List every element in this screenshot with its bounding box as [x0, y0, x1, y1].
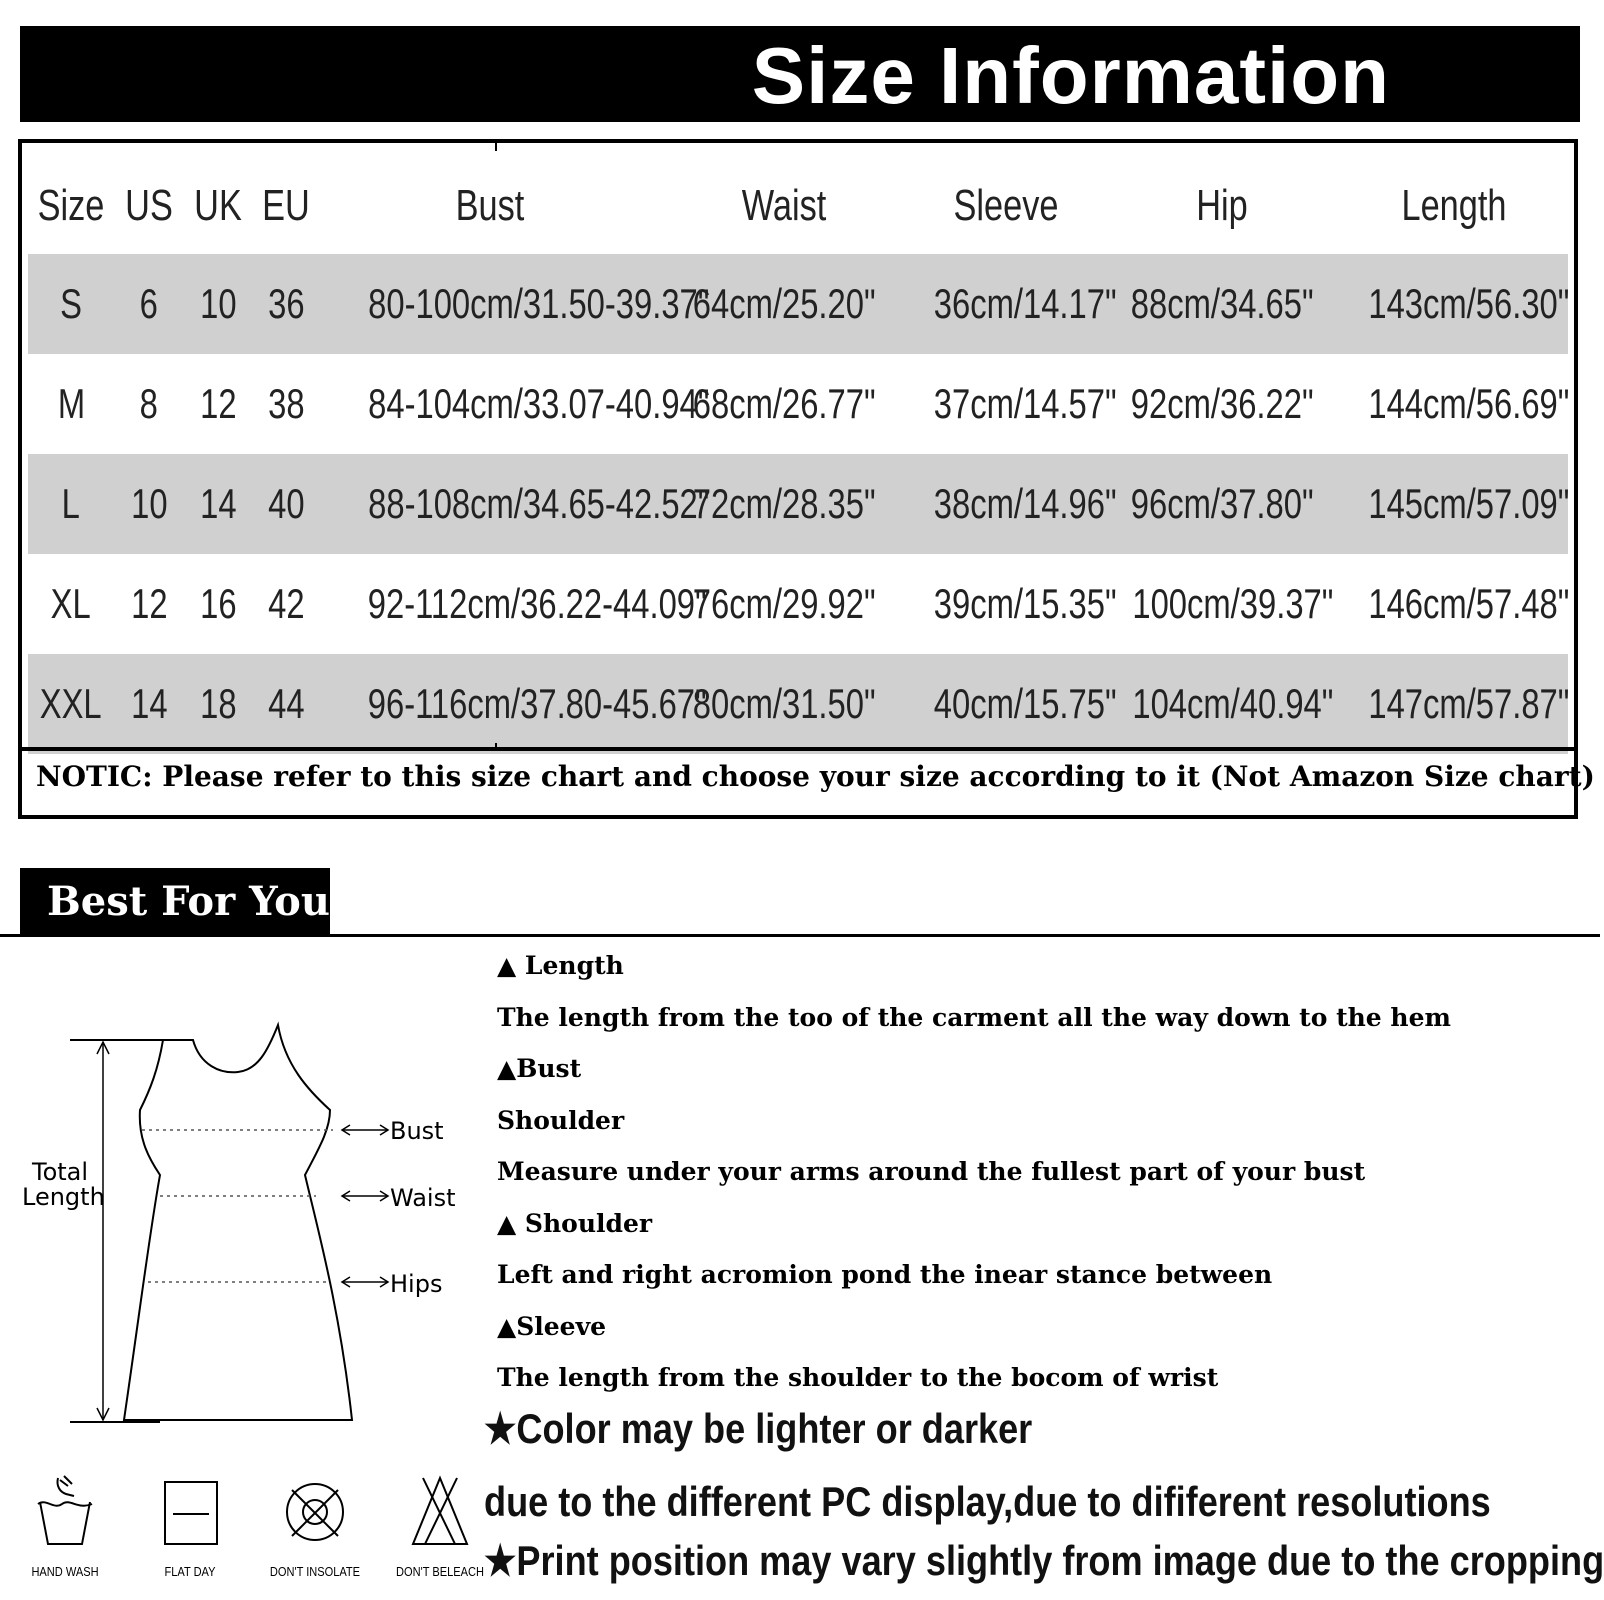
care-dont-bleach — [385, 1472, 495, 1579]
column-header: Length — [1401, 181, 1507, 230]
desc-heading-shoulder: ▲ Shoulder — [497, 1208, 653, 1238]
column-header: Sleeve — [953, 181, 1059, 230]
table-cell: S — [28, 254, 114, 354]
table-cell: 88-108cm/34.65-42.52" — [320, 454, 660, 554]
column-header: Hip — [1196, 181, 1248, 230]
table-cell: XL — [50, 580, 92, 627]
care-dont-insolate — [260, 1472, 370, 1579]
table-cell: 80-100cm/31.50-39.37" — [320, 254, 660, 354]
table-row — [28, 454, 1568, 554]
flat-dry-icon — [155, 1472, 225, 1552]
table-cell: 96-116cm/37.80-45.67" — [320, 654, 660, 754]
table-row — [28, 254, 1568, 354]
care-label: FLAT DAY — [164, 1564, 216, 1579]
table-cell: 38cm/14.96" — [908, 454, 1104, 554]
diagram-label-bust: Bust — [390, 1117, 444, 1145]
table-cell: M — [57, 380, 85, 427]
note-color: ★Color may be lighter or darker — [484, 1405, 1033, 1452]
table-cell: 14 — [114, 654, 184, 754]
diagram-label-total: Total — [32, 1158, 89, 1186]
table-cell: 16 — [199, 580, 237, 627]
page-title: Size Information — [751, 31, 1390, 120]
table-cell: 12 — [130, 580, 168, 627]
table-row — [28, 654, 1568, 754]
size-table — [28, 158, 1568, 754]
table-cell: XXL — [28, 654, 114, 754]
table-cell: 68cm/26.77" — [692, 380, 876, 427]
table-cell: 84-104cm/33.07-40.94" — [368, 380, 710, 427]
desc-text: The length from the too of the carment all the way down to the hem — [497, 1002, 1451, 1032]
table-cell: 92-112cm/36.22-44.09" — [367, 580, 707, 627]
divider — [0, 934, 1600, 937]
table-cell: 10 — [184, 254, 252, 354]
table-cell: 147cm/57.87" — [1340, 654, 1568, 754]
diagram-label-hips: Hips — [390, 1270, 443, 1298]
table-cell: 76cm/29.92" — [692, 580, 876, 627]
table-row — [28, 554, 1568, 654]
divider — [22, 747, 1574, 751]
table-cell: 6 — [114, 254, 184, 354]
desc-heading-sleeve: ▲Sleeve — [497, 1311, 607, 1341]
table-cell: 146cm/57.48" — [1368, 580, 1570, 627]
table-cell: 36cm/14.17" — [908, 254, 1104, 354]
desc-heading-length: ▲ Length — [497, 951, 624, 980]
column-header: EU — [262, 181, 310, 230]
size-notice: NOTIC: Please refer to this size chart and choose your size according to it (Not Amazon Size chart) — [36, 760, 1595, 793]
best-for-you-tab — [20, 868, 330, 936]
table-cell: 96cm/37.80" — [1104, 454, 1340, 554]
column-header: Size — [37, 181, 105, 230]
table-cell: 145cm/57.09" — [1340, 454, 1568, 554]
table-cell: 44 — [252, 654, 320, 754]
desc-text: The length from the shoulder to the bocom of wrist — [497, 1363, 1219, 1392]
measurement-descriptions — [497, 940, 1587, 1404]
desc-text: Measure under your arms around the fullest part of your bust — [497, 1157, 1366, 1186]
table-cell: 18 — [184, 654, 252, 754]
dress-outline-icon — [0, 1010, 480, 1450]
column-header: UK — [194, 181, 242, 230]
care-flat-dry — [135, 1472, 245, 1579]
care-instructions — [10, 1472, 484, 1582]
column-header: US — [125, 181, 173, 230]
no-sun-icon — [280, 1472, 350, 1552]
table-cell: 10 — [114, 454, 184, 554]
size-chart — [18, 139, 1595, 819]
table-cell: 104cm/40.94" — [1104, 654, 1340, 754]
table-cell: 42 — [267, 580, 305, 627]
table-cell: 144cm/56.69" — [1368, 380, 1570, 427]
table-cell: 12 — [199, 380, 237, 427]
column-header: Bust — [455, 181, 525, 230]
diagram-label-length: Length — [22, 1183, 105, 1211]
desc-text: Shoulder — [497, 1105, 625, 1135]
desc-heading-bust: ▲Bust — [497, 1054, 582, 1083]
table-cell: 36 — [252, 254, 320, 354]
table-cell: 8 — [139, 380, 159, 427]
divider-tick — [495, 143, 497, 151]
care-label: DON'T INSOLATE — [269, 1564, 361, 1579]
table-header-row — [28, 158, 1568, 254]
table-cell: 88cm/34.65" — [1104, 254, 1340, 354]
table-cell: 92cm/36.22" — [1130, 380, 1314, 427]
column-header: Waist — [741, 181, 827, 230]
no-bleach-icon — [405, 1472, 475, 1552]
table-cell: 38 — [267, 380, 305, 427]
care-label: HAND WASH — [31, 1564, 99, 1579]
title-bar — [20, 26, 1580, 122]
dress-diagram — [0, 1010, 480, 1450]
desc-text: Left and right acromion pond the inear stance between — [497, 1260, 1273, 1289]
section-title: Best For You — [47, 878, 330, 925]
table-cell: 37cm/14.57" — [933, 380, 1117, 427]
table-cell: L — [28, 454, 114, 554]
care-hand-wash — [10, 1472, 120, 1579]
table-row — [28, 354, 1568, 454]
note-print-position: ★Print position may vary slightly from image due to the cropping — [484, 1537, 1604, 1584]
note-display: due to the different PC display,due to dififerent resolutions — [484, 1478, 1491, 1525]
table-cell: 39cm/15.35" — [933, 580, 1117, 627]
table-cell: 80cm/31.50" — [660, 654, 908, 754]
table-cell: 100cm/39.37" — [1132, 580, 1334, 627]
table-cell: 14 — [184, 454, 252, 554]
table-cell: 40 — [252, 454, 320, 554]
table-cell: 40cm/15.75" — [908, 654, 1104, 754]
table-cell: 143cm/56.30" — [1340, 254, 1568, 354]
table-cell: 64cm/25.20" — [660, 254, 908, 354]
table-cell: 72cm/28.35" — [660, 454, 908, 554]
diagram-label-waist: Waist — [390, 1184, 456, 1212]
care-label: DON'T BELEACH — [396, 1564, 484, 1579]
hand-wash-icon — [30, 1472, 100, 1552]
